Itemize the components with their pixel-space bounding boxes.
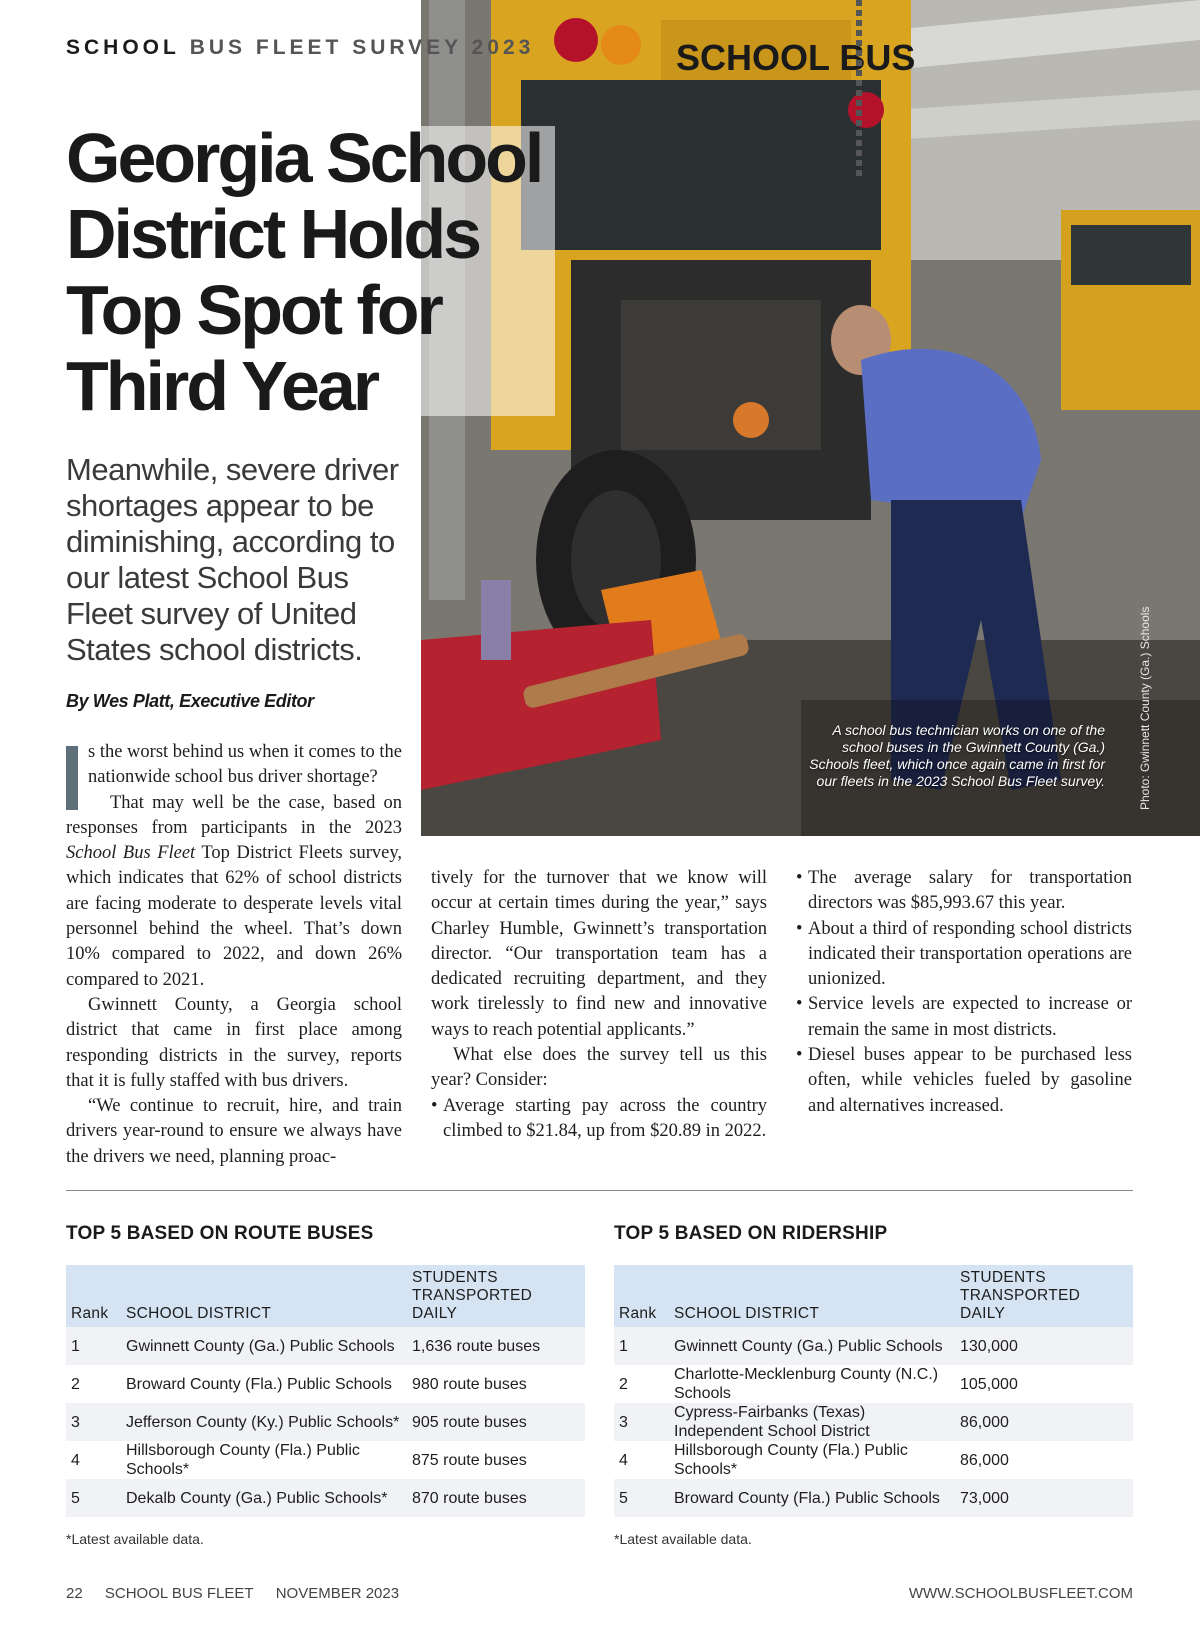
value-cell: 1,636 route buses [412, 1337, 541, 1355]
kicker-rest: BUS FLEET SURVEY 2023 [189, 36, 535, 59]
rank-cell: 5 [71, 1489, 80, 1507]
table-row [614, 1403, 1133, 1441]
table-header-row [66, 1265, 585, 1327]
district-cell: Charlotte-Mecklenburg County (N.C.) Schools [674, 1366, 939, 1402]
paragraph-text: Top District Fleets survey, which indicates that 62% of school districts are facing moderate to desperate levels vital personnel behind the wheel. That’s down 10% compared to 2022, and down 26% compared to 2021. [66, 843, 402, 990]
district-cell: Broward County (Fla.) Public Schools [674, 1489, 940, 1507]
table-row [66, 1327, 585, 1365]
table-row [66, 1365, 585, 1403]
table-header-row [614, 1265, 1133, 1327]
district-cell: Gwinnett County (Ga.) Public Schools [126, 1337, 395, 1355]
kicker-bold: SCHOOL [66, 36, 180, 59]
photo-caption: A school bus technician works on one of the school buses in the Gwinnett County (Ga.) Schools fleet, which once again came in first for our fleets in the 2023 School Bus Fleet survey. [809, 722, 1105, 789]
publication-name: SCHOOL BUS FLEET [104, 1585, 254, 1602]
value-cell: 105,000 [960, 1375, 1018, 1393]
article-paragraph: Gwinnett County, a Georgia school district that came in first place among responding districts in the survey, reports that it is fully staffed with bus drivers. [66, 994, 402, 1091]
spray-can [481, 580, 511, 660]
article-column-1 [66, 740, 402, 1170]
article-paragraph [66, 740, 402, 791]
column-header-district: SCHOOL DISTRICT [126, 1305, 272, 1322]
rank-cell: 3 [71, 1413, 80, 1431]
warning-light [601, 25, 641, 65]
survey-findings-list [431, 1094, 767, 1145]
list-item: • Service levels are expected to increase or remain the same in most districts. [796, 992, 1132, 1043]
value-cell: 980 route buses [412, 1375, 527, 1393]
district-cell: Jefferson County (Ky.) Public Schools* [126, 1413, 400, 1431]
article-paragraph-continued: tively for the turnover that we know will occur at certain times during the year,” says Charley Humble, Gwinnett’s transportation director. “Our transportation team has a dedicated recruiting department, and they work tirelessly to find new and innovative ways to reach potential applicants.” [431, 868, 767, 1040]
value-cell: 870 route buses [412, 1489, 527, 1507]
rank-cell: 1 [71, 1337, 80, 1355]
district-cell: Broward County (Fla.) Public Schools [126, 1375, 392, 1393]
list-item: • Average starting pay across the country climbed to $21.84, up from $20.89 in 2022. [431, 1094, 767, 1145]
value-cell: 130,000 [960, 1337, 1018, 1355]
value-cell: 86,000 [960, 1451, 1009, 1469]
district-cell: Cypress-Fairbanks (Texas) Independent School District [674, 1404, 870, 1440]
table-title: TOP 5 BASED ON RIDERSHIP [614, 1223, 888, 1244]
table-row [66, 1441, 585, 1479]
page-footer-left [66, 1585, 417, 1602]
survey-findings-list [796, 866, 1132, 1119]
value-cell: 905 route buses [412, 1413, 527, 1431]
column-header-students: STUDENTS TRANSPORTED DAILY [960, 1269, 1081, 1322]
section-kicker [66, 36, 534, 60]
rank-cell: 2 [71, 1375, 80, 1393]
table-footnote: *Latest available data. [614, 1531, 752, 1547]
table-row [66, 1403, 585, 1441]
issue-date: NOVEMBER 2023 [275, 1585, 400, 1602]
district-cell: Hillsborough County (Fla.) Public Schools* [126, 1442, 360, 1478]
article-paragraph: What else does the survey tell us this year? Consider: [431, 1045, 767, 1091]
ridership-table-block [614, 1222, 1133, 1547]
column-header-rank: Rank [71, 1305, 109, 1322]
article-paragraph [66, 791, 402, 993]
rank-cell: 1 [619, 1337, 628, 1355]
article-column-2 [431, 866, 767, 1144]
column-header-students: STUDENTS TRANSPORTED DAILY [412, 1269, 533, 1322]
table-title: TOP 5 BASED ON ROUTE BUSES [66, 1223, 374, 1244]
lead-text: s the worst behind us when it comes to the nationwide school bus driver shortage? [88, 742, 402, 788]
list-item: • About a third of responding school districts indicated their transportation operations are unionized. [796, 917, 1132, 993]
headline: Georgia School District Holds Top Spot for Third Year [66, 119, 542, 425]
page-number: 22 [66, 1585, 83, 1602]
column-header-district: SCHOOL DISTRICT [674, 1305, 820, 1322]
value-cell: 86,000 [960, 1413, 1009, 1431]
deck: Meanwhile, severe driver shortages appear to be diminishing, according to our latest School Bus Fleet survey of United States school districts. [66, 452, 399, 667]
table-row [66, 1479, 585, 1517]
website-url[interactable]: WWW.SCHOOLBUSFLEET.COM [908, 1585, 1133, 1602]
list-item: • Diesel buses appear to be purchased less often, while vehicles fueled by gasoline and alternatives increased. [796, 1043, 1132, 1119]
column-header-rank: Rank [619, 1305, 657, 1322]
table-row [614, 1441, 1133, 1479]
article-paragraph-quote: “We continue to recruit, hire, and train drivers year-round to ensure we always have the drivers we need, planning proac- [66, 1096, 402, 1167]
publication-name: School Bus Fleet [66, 843, 196, 864]
rank-cell: 5 [619, 1489, 628, 1507]
ridership-table [614, 1265, 1133, 1517]
photo-credit: Photo: Gwinnett County (Ga.) Schools [1138, 606, 1152, 810]
value-cell: 73,000 [960, 1489, 1009, 1507]
table-row [614, 1365, 1133, 1403]
rank-cell: 3 [619, 1413, 628, 1431]
dropcap-bar [66, 746, 78, 810]
table-row [614, 1479, 1133, 1517]
table-row [614, 1327, 1133, 1365]
paragraph-text: That may well be the case, based on responses from participants in the 2023 [66, 792, 402, 838]
value-cell: 875 route buses [412, 1451, 527, 1469]
warning-light [554, 18, 598, 62]
byline: By Wes Platt, Executive Editor [66, 691, 314, 711]
table-footnote: *Latest available data. [66, 1531, 204, 1547]
article-column-3 [796, 866, 1132, 1119]
district-cell: Dekalb County (Ga.) Public Schools* [126, 1489, 388, 1507]
list-item: • The average salary for transportation directors was $85,993.67 this year. [796, 866, 1132, 917]
rank-cell: 2 [619, 1375, 628, 1393]
warning-light [848, 92, 884, 128]
rank-cell: 4 [71, 1451, 80, 1469]
section-divider [66, 1190, 1133, 1191]
rank-cell: 4 [619, 1451, 628, 1469]
district-cell: Gwinnett County (Ga.) Public Schools [674, 1337, 943, 1355]
route-buses-table-block [66, 1222, 585, 1547]
route-buses-table [66, 1265, 585, 1517]
district-cell: Hillsborough County (Fla.) Public Schools* [674, 1442, 908, 1478]
bus-sign: SCHOOL BUS [676, 37, 916, 78]
